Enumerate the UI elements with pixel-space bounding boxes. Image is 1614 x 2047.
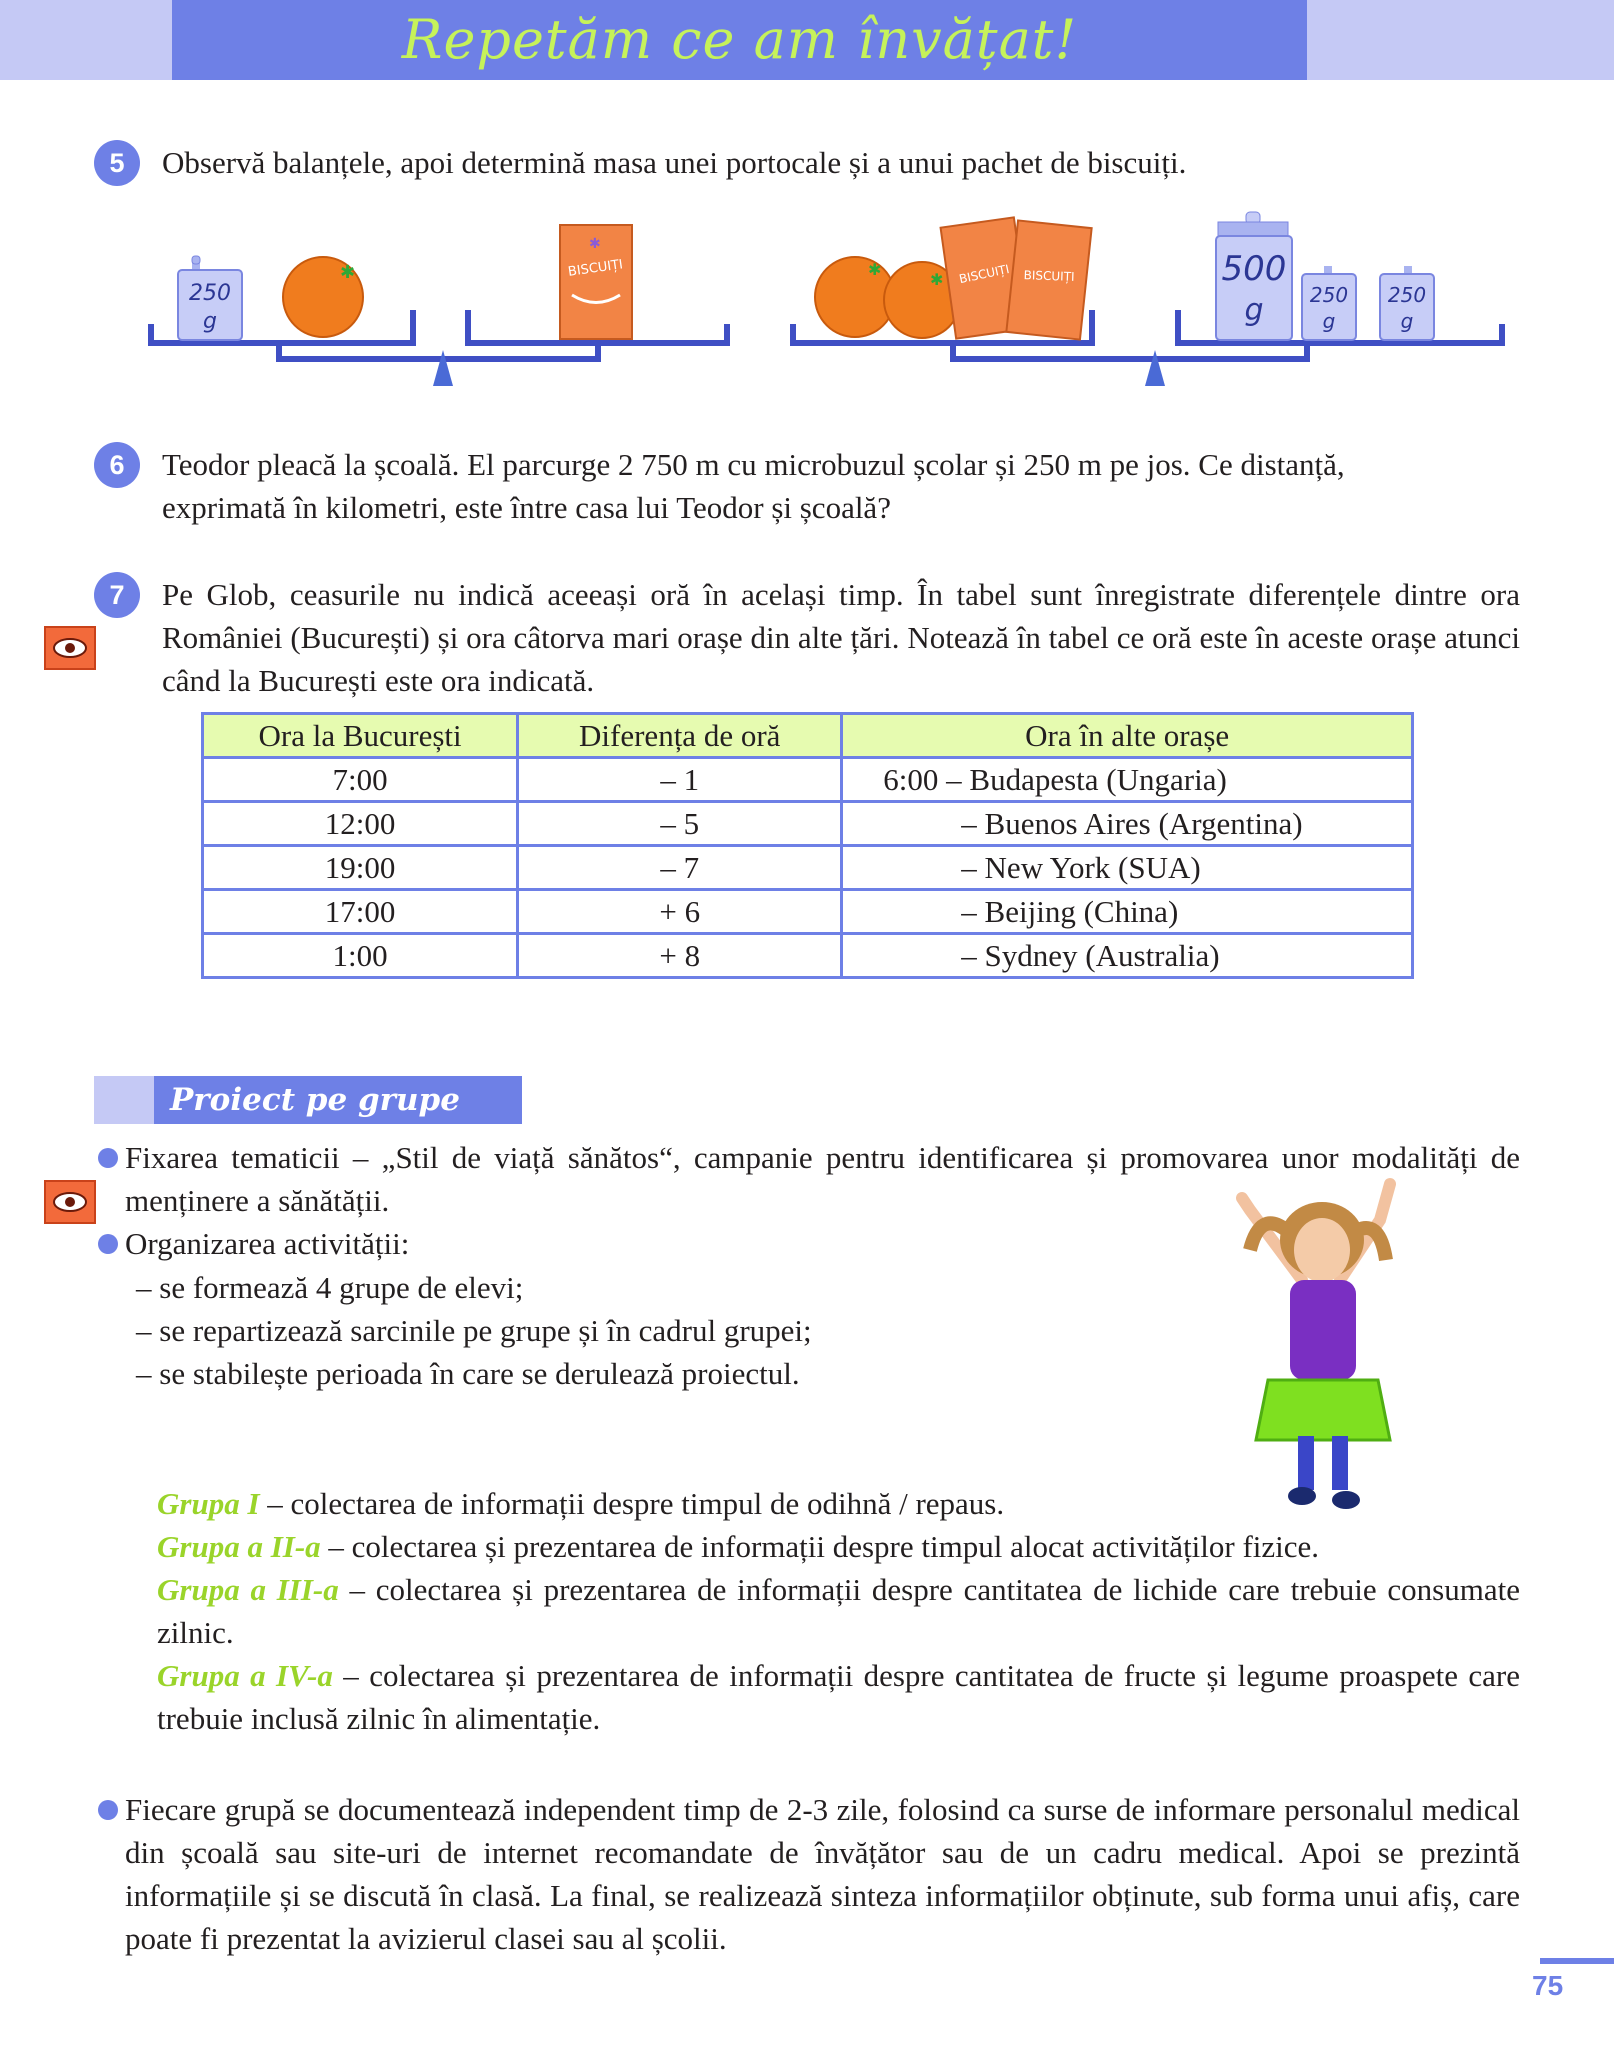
balance-2 <box>790 212 1505 386</box>
exercise-7-badge: 7 <box>94 572 140 618</box>
balances-illustration <box>140 200 1520 400</box>
star-icon: ✱ <box>868 260 882 279</box>
group-text: – colectarea și prezentarea de informații despre cantitatea de fructe și legume proaspete care trebuie inclusă zilnic în alimentație. <box>157 1658 1520 1736</box>
table-row <box>203 758 1413 802</box>
time-table <box>201 712 1414 979</box>
exercise-5-badge: 5 <box>94 140 140 186</box>
table-cell: – Buenos Aires (Argentina) <box>842 802 1413 846</box>
group-text: – colectarea și prezentarea de informații despre timpul alocat activităților fizice. <box>320 1529 1320 1564</box>
table-header-row <box>203 714 1413 758</box>
exercise-6-badge: 6 <box>94 442 140 488</box>
group-name: Grupa I <box>157 1486 260 1521</box>
weight-250-unit: g <box>1400 309 1414 333</box>
weight-500-value: 500 <box>1221 249 1287 289</box>
table-cell: – 7 <box>518 846 842 890</box>
balance-1 <box>148 225 730 386</box>
page-number: 75 <box>1532 1970 1564 2001</box>
group-2 <box>157 1525 1537 1568</box>
group-name: Grupa a III-a <box>157 1572 339 1607</box>
table-row <box>203 802 1413 846</box>
group-4 <box>157 1654 1520 1740</box>
table-cell: 19:00 <box>203 846 518 890</box>
table-cell: – 5 <box>518 802 842 846</box>
star-icon: ✱ <box>589 236 601 252</box>
project-bullet-3: Fiecare grupă se documentează independent timp de 2-3 zile, folosind ca surse de informare personalul medical din școală sau site-uri de internet recomandate de învățător sau de un cadru medical. Apoi se prezintă informațiile și se discută în clasă. La final, se realizează sinteza informațiilor obținute, sub forma unui afiș, care poate fi prezentat la avizierul clasei sau al școlii. <box>125 1792 1520 1956</box>
exercise-7-text: Pe Glob, ceasurile nu indică aceeași oră în același timp. În tabel sunt înregistrate diferențele dintre ora României (București) și ora câtorva mari orașe din alte țări. Notează în tabel ce oră este în aceste orașe atunci când la București este ora indicată. <box>162 577 1520 698</box>
weight-250-value: 250 <box>189 281 231 306</box>
exercise-6-line2: exprimată în kilometri, este între casa lui Teodor și școală? <box>162 490 891 525</box>
eye-icon <box>44 1180 96 1224</box>
table-header-cell: Diferența de oră <box>518 714 842 758</box>
page-title: Repetăm ce am învățat! <box>401 8 1078 71</box>
table-row <box>203 934 1413 978</box>
table-cell: + 6 <box>518 890 842 934</box>
sub-item: – se stabilește perioada în care se derulează proiectul. <box>136 1356 800 1391</box>
page-number-line <box>1540 1958 1614 1964</box>
bullet-icon <box>98 1234 118 1254</box>
group-1 <box>157 1482 1257 1525</box>
project-bullet-1: Fixarea tematicii – „Stil de viață sănătos“, campanie pentru identificarea și promovarea unor modalități de menținere a sănătății. <box>125 1140 1520 1218</box>
bullet-icon <box>98 1800 118 1820</box>
group-text: – colectarea și prezentarea de informații despre cantitatea de lichide care trebuie consumate zilnic. <box>157 1572 1520 1650</box>
table-cell: + 8 <box>518 934 842 978</box>
table-cell: 7:00 <box>203 758 518 802</box>
table-cell: 17:00 <box>203 890 518 934</box>
eye-icon <box>44 626 96 670</box>
project-title: Proiect pe grupe <box>170 1082 460 1118</box>
weight-250-unit: g <box>203 309 217 334</box>
jumping-girl-illustration <box>1190 1170 1430 1520</box>
group-text: – colectarea de informații despre timpul de odihnă / repaus. <box>259 1486 1005 1521</box>
table-row <box>203 890 1413 934</box>
group-name: Grupa a II-a <box>157 1529 321 1564</box>
sub-item: – se formează 4 grupe de elevi; <box>136 1270 524 1305</box>
table-row <box>203 846 1413 890</box>
table-cell: – 1 <box>518 758 842 802</box>
sub-item: – se repartizează sarcinile pe grupe și în cadrul grupei; <box>136 1313 812 1348</box>
table-header-cell: Ora la București <box>203 714 518 758</box>
table-cell: – Beijing (China) <box>842 890 1413 934</box>
table-header-cell: Ora în alte orașe <box>842 714 1413 758</box>
weight-250-value: 250 <box>1387 283 1427 307</box>
group-name: Grupa a IV-a <box>157 1658 333 1693</box>
biscuit-label: BISCUIȚI <box>1023 268 1075 284</box>
weight-250-value: 250 <box>1309 283 1349 307</box>
table-cell: 6:00 – Budapesta (Ungaria) <box>842 758 1413 802</box>
project-bullet-2: Organizarea activității: <box>125 1226 410 1261</box>
group-3 <box>157 1568 1520 1654</box>
exercise-6-line1: Teodor pleacă la școală. El parcurge 2 750 m cu microbuzul școlar și 250 m pe jos. Ce distanță, <box>162 447 1345 482</box>
table-cell: 1:00 <box>203 934 518 978</box>
table-cell: – Sydney (Australia) <box>842 934 1413 978</box>
biscuit-label: BISCUIȚI <box>567 257 624 280</box>
star-icon: ✱ <box>930 270 944 289</box>
weight-250-unit: g <box>1322 309 1336 333</box>
table-cell: – New York (SUA) <box>842 846 1413 890</box>
bullet-icon <box>98 1148 118 1168</box>
weight-500-unit: g <box>1244 293 1264 328</box>
table-cell: 12:00 <box>203 802 518 846</box>
star-icon: ✱ <box>340 262 356 283</box>
exercise-5-text: Observă balanțele, apoi determină masa unei portocale și a unui pachet de biscuiți. <box>162 145 1187 180</box>
biscuit-label: BISCUIȚI <box>957 261 1011 287</box>
